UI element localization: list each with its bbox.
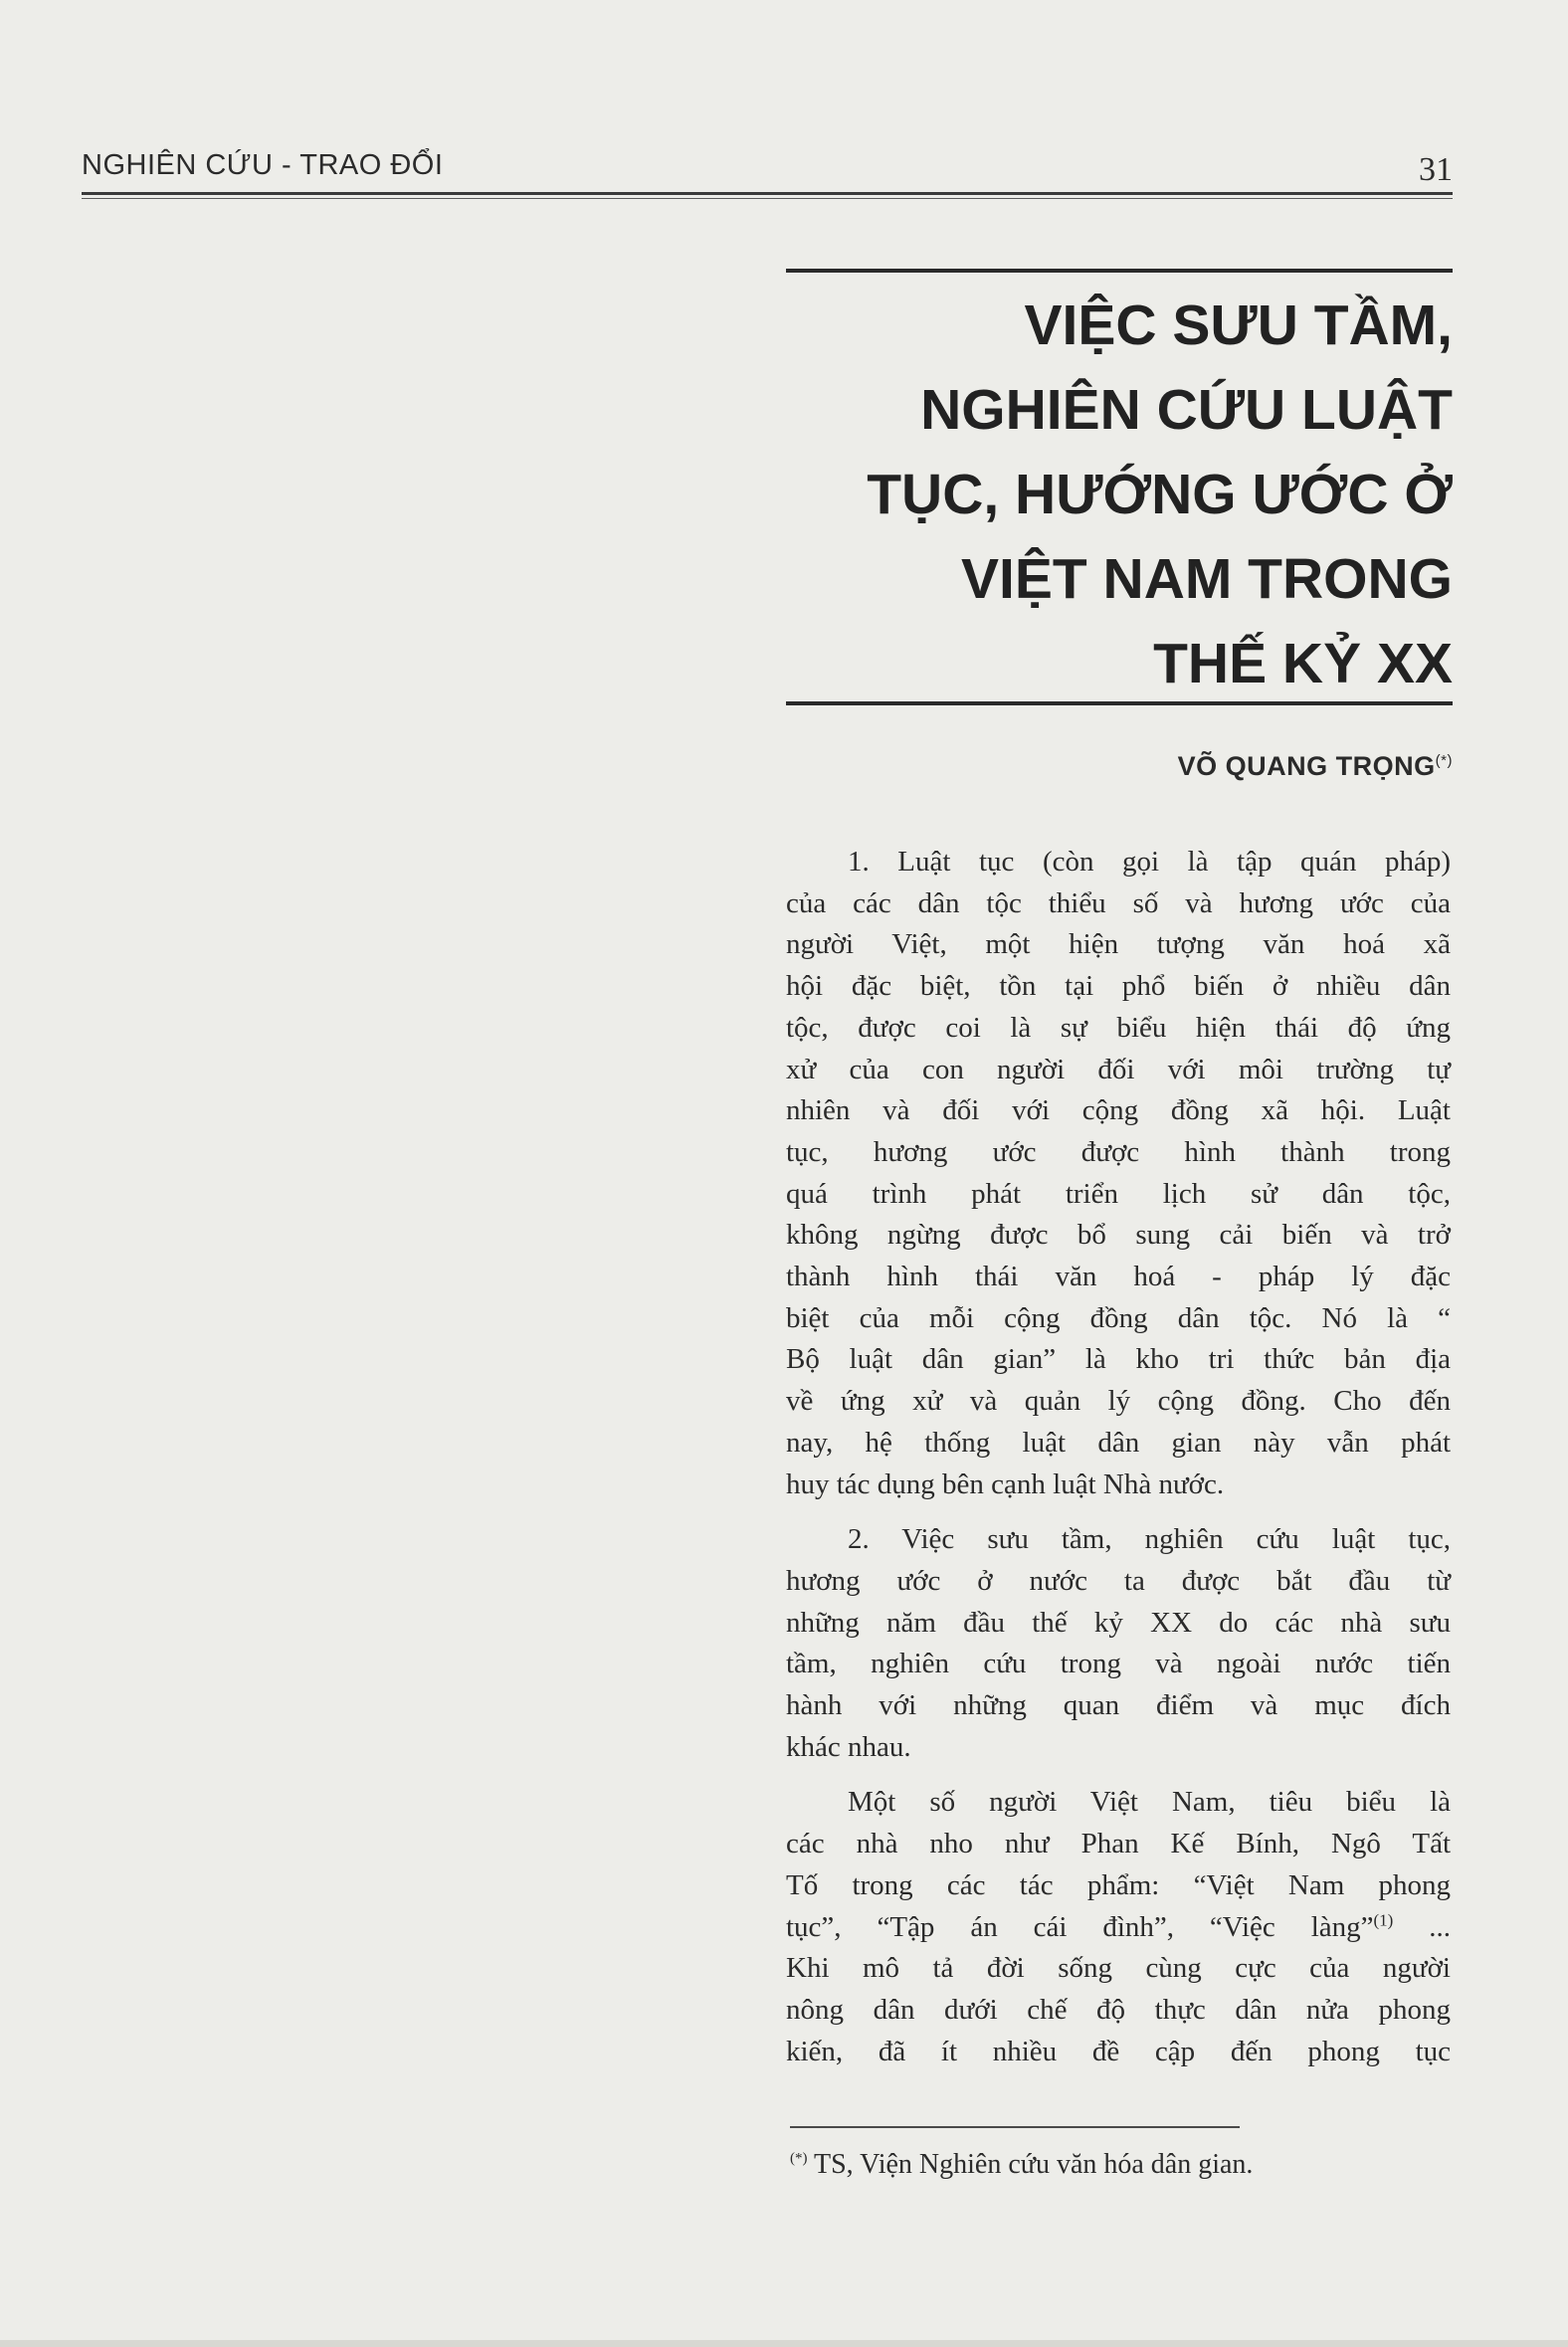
- text-fragment: tục”, “Tập án cái đình”, “Việc làng”: [786, 1910, 1374, 1943]
- author-name: VÕ QUANG TRỌNG: [1177, 751, 1436, 781]
- text-line: Một số người Việt Nam, tiêu biểu là: [848, 1786, 1451, 1819]
- title-line: VIỆT NAM TRONG: [961, 547, 1453, 611]
- text-line: 1. Luật tục (còn gọi là tập quán pháp): [848, 846, 1451, 878]
- text-line: tầm, nghiên cứu trong và ngoài nước tiến: [786, 1648, 1451, 1680]
- text-line: khác nhau.: [786, 1730, 911, 1763]
- text-fragment: ...: [1393, 1910, 1451, 1943]
- text-line: xử của con người đối với môi trường tự: [786, 1053, 1451, 1085]
- paragraph-1: [786, 842, 1451, 1505]
- title-line: NGHIÊN CỨU LUẬT: [920, 378, 1453, 442]
- text-line: hương ước ở nước ta được bắt đầu từ: [786, 1564, 1451, 1597]
- text-line: không ngừng được bổ sung cải biến và trở: [786, 1219, 1451, 1252]
- running-header: [82, 149, 1453, 189]
- text-line: tộc, được coi là sự biểu hiện thái độ ứng: [786, 1011, 1451, 1044]
- section-label: NGHIÊN CỨU - TRAO ĐỔI: [82, 149, 444, 181]
- text-line: 2. Việc sưu tầm, nghiên cứu luật tục,: [848, 1523, 1451, 1556]
- author-footnote-marker: (*): [1435, 752, 1453, 769]
- page-bottom-edge: [0, 2340, 1568, 2347]
- footnote-rule: [790, 2126, 1240, 2128]
- text-line: của các dân tộc thiểu số và hương ước của: [786, 886, 1451, 919]
- title-line: TỤC, HƯỚNG ƯỚC Ở: [867, 463, 1453, 526]
- text-line: kiến, đã ít nhiều đề cập đến phong tục: [786, 2035, 1451, 2067]
- title-line: THẾ KỶ XX: [1153, 632, 1453, 695]
- text-line: những năm đầu thế kỷ XX do các nhà sưu: [786, 1606, 1451, 1639]
- header-rule-thin: [82, 198, 1453, 199]
- header-rule: [82, 192, 1453, 195]
- text-line: tục, hương ước được hình thành trong: [786, 1135, 1451, 1168]
- footnote: [790, 2149, 1447, 2181]
- text-line: về ứng xử và quản lý cộng đồng. Cho đến: [786, 1385, 1451, 1418]
- article-body: [786, 842, 1451, 2086]
- page-number: 31: [1419, 151, 1453, 188]
- text-line: biệt của mỗi cộng đồng dân tộc. Nó là “: [786, 1301, 1451, 1334]
- title-rule-bottom: [786, 701, 1453, 705]
- footnote-marker: (*): [790, 2150, 808, 2167]
- title-rule-top: [786, 269, 1453, 273]
- article-title: [776, 284, 1453, 706]
- text-line: hội đặc biệt, tồn tại phổ biến ở nhiều dân: [786, 970, 1451, 1003]
- author-byline: [786, 751, 1453, 782]
- text-line: các nhà nho như Phan Kế Bính, Ngô Tất: [786, 1828, 1451, 1860]
- text-line-with-reference: [786, 1907, 1451, 1949]
- text-line: Bộ luật dân gian” là kho tri thức bản địa: [786, 1343, 1451, 1376]
- footnote-reference: (1): [1373, 1909, 1394, 1929]
- title-line: VIỆC SƯU TẦM,: [1024, 293, 1453, 357]
- text-line: Tố trong các tác phẩm: “Việt Nam phong: [786, 1868, 1451, 1901]
- text-line: hành với những quan điểm và mục đích: [786, 1689, 1451, 1722]
- paragraph-3: [786, 1782, 1451, 2072]
- text-line: thành hình thái văn hoá - pháp lý đặc: [786, 1261, 1451, 1293]
- text-line: nông dân dưới chế độ thực dân nửa phong: [786, 1993, 1451, 2026]
- text-line: nhiên và đối với cộng đồng xã hội. Luật: [786, 1094, 1451, 1127]
- text-line: quá trình phát triển lịch sử dân tộc,: [786, 1177, 1451, 1210]
- footnote-text: TS, Viện Nghiên cứu văn hóa dân gian.: [807, 2149, 1254, 2180]
- text-line: nay, hệ thống luật dân gian này vẫn phát: [786, 1426, 1451, 1459]
- paragraph-2: [786, 1519, 1451, 1768]
- text-line: huy tác dụng bên cạnh luật Nhà nước.: [786, 1467, 1225, 1500]
- text-line: Khi mô tả đời sống cùng cực của người: [786, 1952, 1451, 1985]
- text-line: người Việt, một hiện tượng văn hoá xã: [786, 928, 1451, 961]
